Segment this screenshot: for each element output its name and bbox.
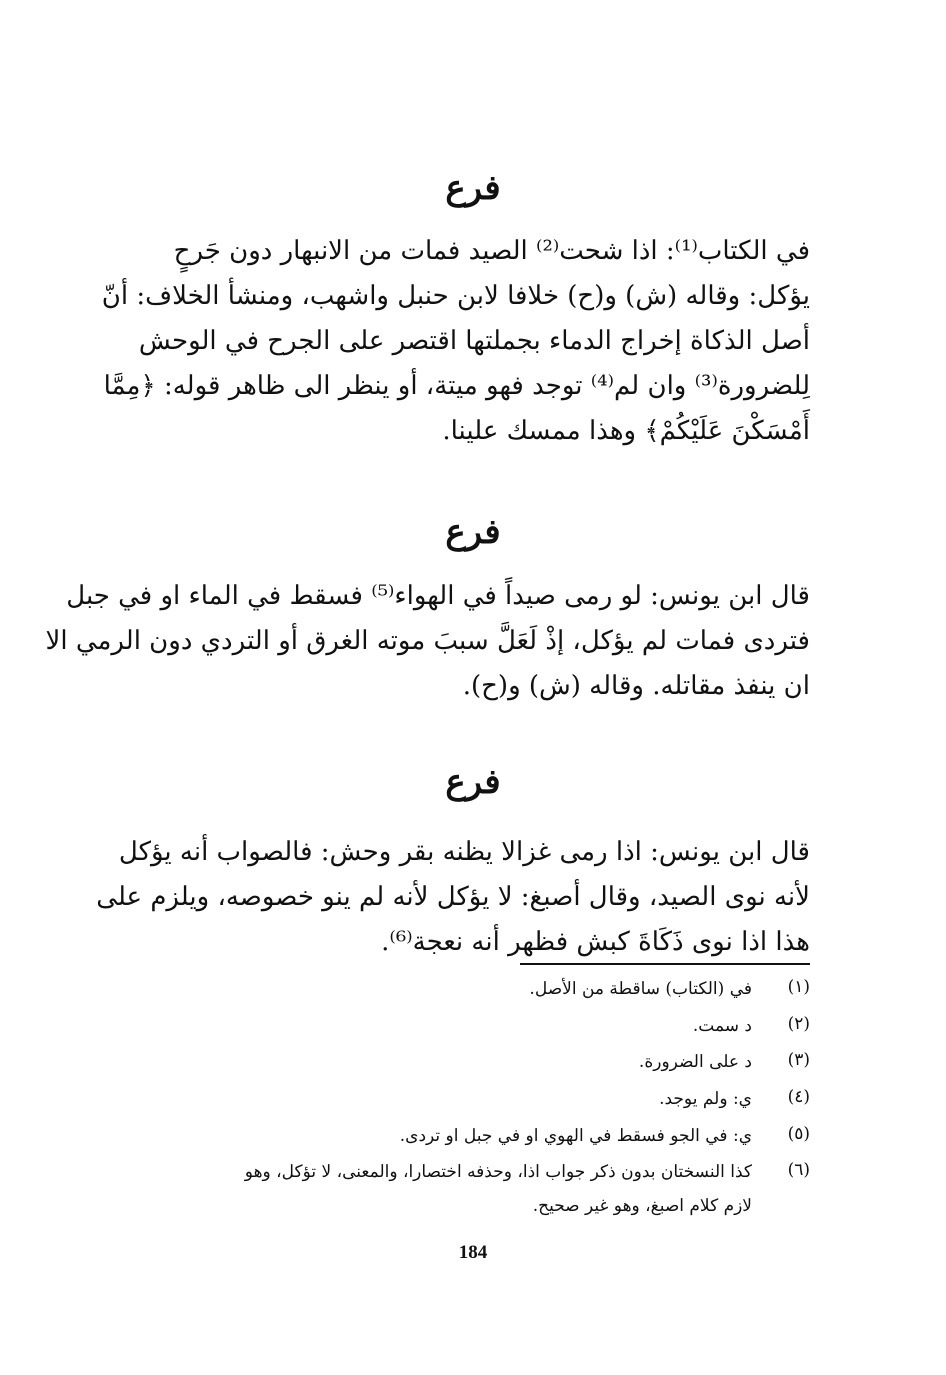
section-heading: فرع — [445, 168, 501, 208]
footnote-number: (٤) — [787, 1087, 810, 1107]
section-heading: فرع — [445, 762, 501, 802]
section-paragraph — [96, 830, 810, 965]
paragraph-line: قال ابن يونس: اذا رمى غزالا يظنه بقر وحش: فالصواب أنه يؤكل — [118, 837, 810, 867]
paragraph-line: لِلضرورة⁽³⁾ وان لم⁽⁴⁾ توجد فهو ميتة، أو ينظر الى ظاهر قوله: ﴿مِمَّا — [103, 371, 810, 401]
section-paragraph — [45, 574, 810, 709]
section-heading: فرع — [445, 512, 501, 552]
footnote-number: (٢) — [787, 1014, 810, 1034]
footnote-text — [140, 1045, 752, 1079]
footnote-text — [140, 1155, 752, 1223]
footnote-text — [140, 1082, 752, 1116]
paragraph-line: في الكتاب⁽¹⁾: اذا شحت⁽²⁾ الصيد فمات من الانبهار دون جَرحٍ — [173, 236, 810, 266]
footnote-number: (٦) — [787, 1160, 810, 1180]
footnote-text — [140, 1009, 752, 1043]
footnote-line: لازم كلام اصبغ، وهو غير صحيح. — [532, 1196, 752, 1216]
paragraph-line: أَمْسَكْنَ عَلَيْكُمْ﴾ وهذا ممسك علينا. — [442, 416, 810, 446]
footnote-text — [140, 1119, 752, 1153]
footnote-number: (١) — [787, 977, 810, 997]
paragraph-line: لأنه نوى الصيد، وقال أصبغ: لا يؤكل لأنه لم ينو خصوصه، ويلزم على — [96, 882, 810, 912]
section-paragraph — [101, 229, 810, 454]
paragraph-line: فتردى فمات لم يؤكل، إذْ لَعَلَّ سببَ موته الغرق أو التردي دون الرمي الا — [45, 626, 810, 656]
footnote-line: د سمت. — [692, 1016, 752, 1036]
footnote-line: د على الضرورة. — [638, 1052, 752, 1072]
footnote-line: كذا النسختان بدون ذكر جواب اذا، وحذفه اختصارا، والمعنى، لا تؤكل، وهو — [244, 1162, 752, 1182]
page-number: 184 — [458, 1242, 488, 1263]
paragraph-line: هذا اذا نوى ذَكَاةَ كبش فظهر أنه نعجة⁽⁶⁾. — [381, 927, 810, 957]
footnote-line: ي: في الجو فسقط في الهوي او في جبل او تردى. — [399, 1126, 752, 1146]
paragraph-line: أصل الذكاة إخراج الدماء بجملتها اقتصر على الجرح في الوحش — [138, 326, 810, 356]
footnote-number: (٣) — [787, 1050, 810, 1070]
paragraph-line: ان ينفذ مقاتله. وقاله (ش) و(ح). — [462, 671, 810, 701]
footnote-line: في (الكتاب) ساقطة من الأصل. — [529, 979, 752, 999]
paragraph-line: يؤكل: وقاله (ش) و(ح) خلافا لابن حنبل واشهب، ومنشأ الخلاف: أنّ — [101, 281, 810, 311]
footnote-text — [140, 972, 752, 1006]
footnote-line: ي: ولم يوجد. — [659, 1089, 752, 1109]
paragraph-line: قال ابن يونس: لو رمى صيداً في الهواء⁽⁵⁾ فسقط في الماء او في جبل — [66, 581, 810, 611]
footnote-divider — [520, 963, 810, 965]
footnote-number: (٥) — [787, 1124, 810, 1144]
